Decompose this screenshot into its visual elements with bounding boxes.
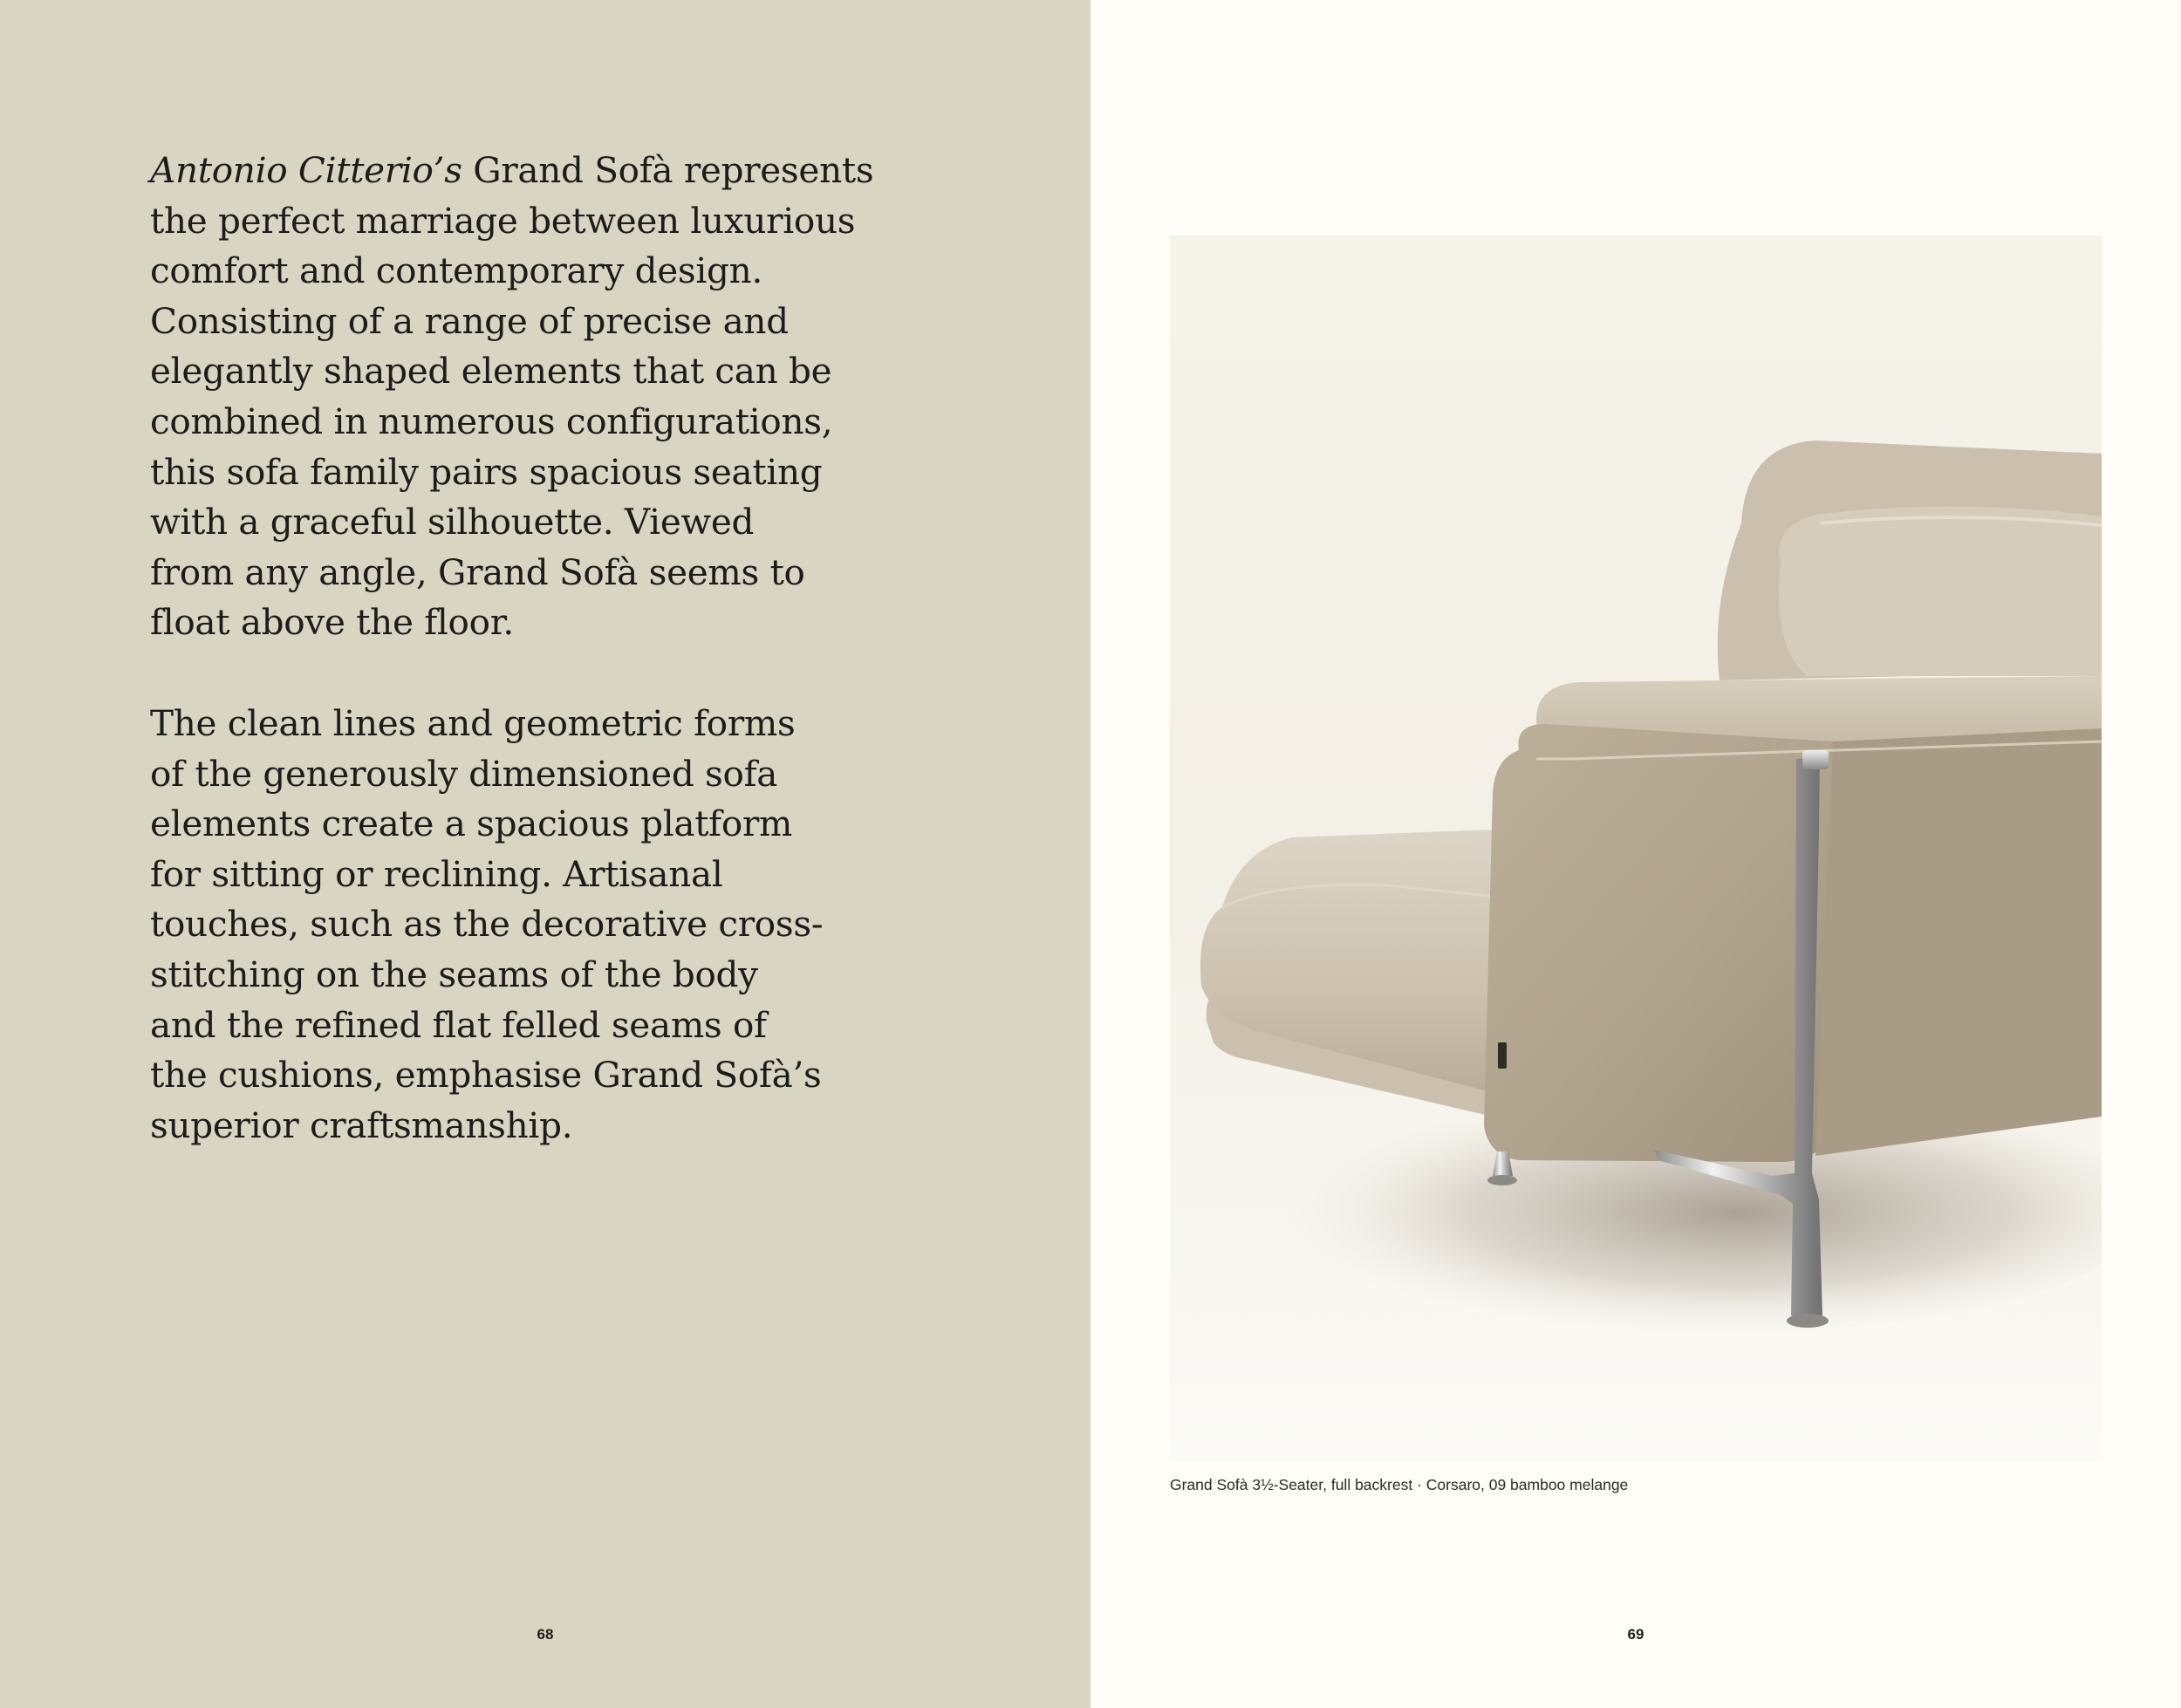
text-line: stitching on the seams of the body (150, 953, 758, 995)
text-line: elements create a spacious platform (150, 803, 793, 845)
sofa-back-cushion (1718, 441, 2102, 680)
text-line: from any angle, Grand Sofà seems to (150, 550, 805, 593)
text-line: Antonio Citterio’s Grand Sofà represents (150, 149, 874, 191)
left-page (0, 0, 1090, 1708)
text-line: touches, such as the decorative cross- (150, 903, 824, 946)
text-line: elegantly shaped elements that can be (150, 350, 832, 393)
text-line: the cushions, emphasise Grand Sofà’s (150, 1054, 822, 1097)
designer-name: Antonio Citterio’s (150, 149, 462, 191)
sofa-armrest (1484, 676, 2102, 1162)
text-line: the perfect marriage between luxurious (150, 199, 856, 242)
text-line: float above the floor. (150, 601, 514, 644)
text-line: of the generously dimensioned sofa (150, 752, 778, 795)
text-line: for sitting or reclining. Artisanal (150, 852, 723, 895)
photo-caption: Grand Sofà 3½-Seater, full backrest · Corsaro, 09 bamboo melange (1170, 1476, 1629, 1493)
text-line: comfort and contemporary design. (150, 249, 763, 292)
page-number-left: 68 (537, 1626, 554, 1643)
brand-label-tag (1498, 1042, 1507, 1069)
craftsmanship-paragraph (150, 699, 865, 1151)
text-line: superior craftsmanship. (150, 1103, 573, 1146)
text-line: combined in numerous configurations, (150, 400, 833, 442)
text-line: Consisting of a range of precise and (150, 299, 789, 342)
text-line: this sofa family pairs spacious seating (150, 450, 823, 493)
intro-paragraph (150, 146, 874, 648)
text-line: with a graceful silhouette. Viewed (150, 501, 755, 543)
sofa-photo (1170, 236, 2102, 1461)
text-line: The clean lines and geometric forms (150, 702, 796, 744)
page-number-right: 69 (1627, 1626, 1644, 1643)
text-line: and the refined flat felled seams of (150, 1003, 767, 1046)
sofa-illustration (1170, 236, 2102, 1461)
